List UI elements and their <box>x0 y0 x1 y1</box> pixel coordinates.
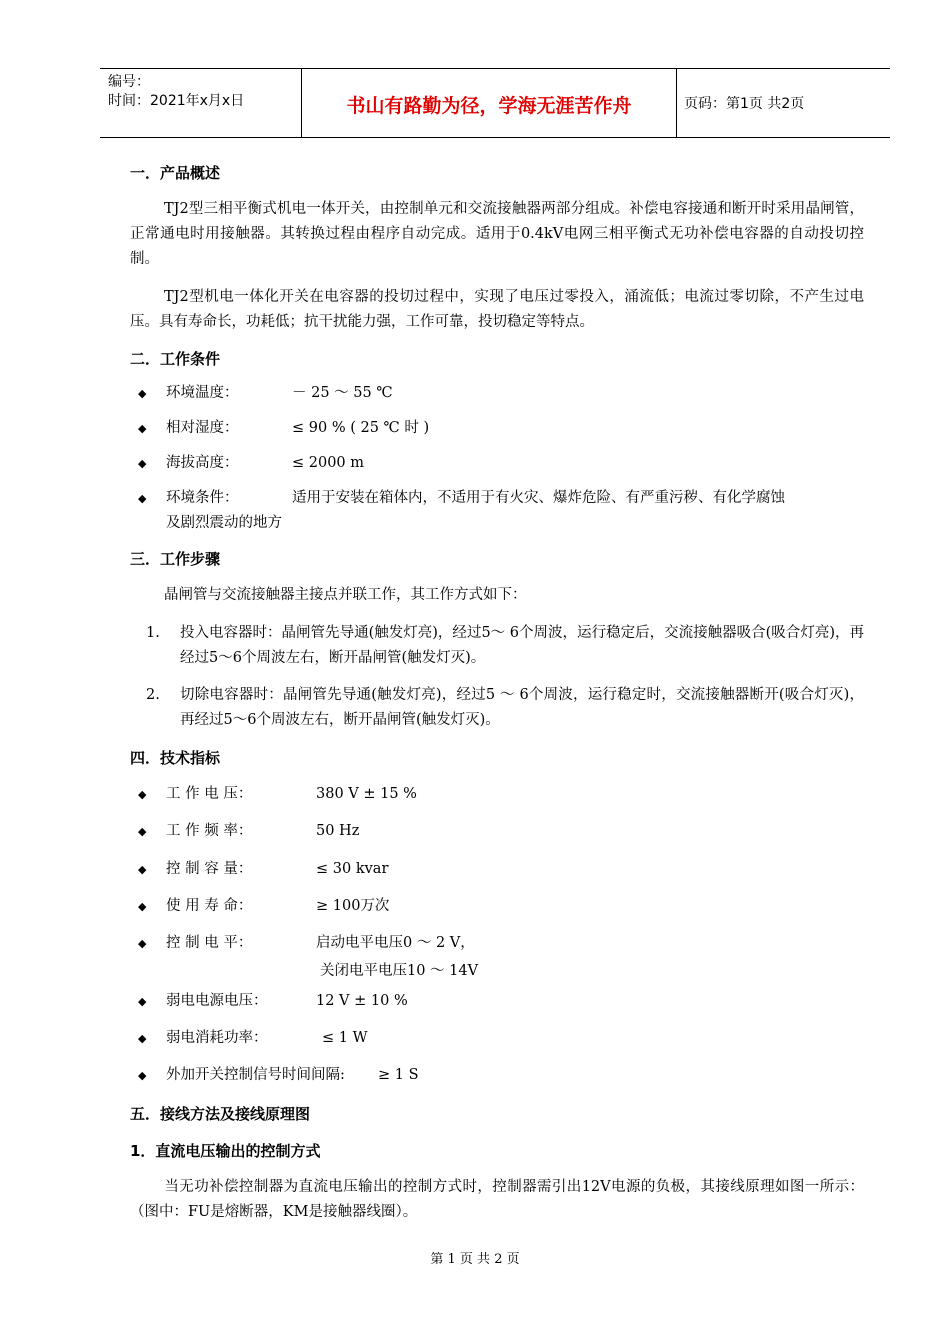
page-info: 页码：第1页 共2页 <box>684 96 805 112</box>
bullet-icon: ◆ <box>138 1032 147 1045</box>
bullet-icon: ◆ <box>138 995 147 1008</box>
bullet-icon: ◆ <box>138 387 147 400</box>
bullet-icon: ◆ <box>138 457 147 470</box>
bullet-icon: ◆ <box>138 1069 147 1082</box>
header-meta <box>108 73 244 111</box>
section-5-paragraph: 当无功补偿控制器为直流电压输出的控制方式时，控制器需引出12V电源的负极，其接线原理如图一所示：（图中：FU是熔断器，KM是接触器线圈）。 <box>130 1179 864 1220</box>
header-divider <box>676 69 677 137</box>
condition-continuation: 及剧烈震动的地方 <box>166 515 282 531</box>
page-header <box>100 68 890 138</box>
section-1-paragraph-1: TJ2型三相平衡式机电一体开关，由控制单元和交流接触器两部分组成。补偿电容接通和断开时采用晶闸管，正常通电时用接触器。其转换过程由程序自动完成。适用于0.4kV电网三相平衡式无功补偿电容器的自动投切控制。 <box>130 201 864 267</box>
section-1-paragraph-2: TJ2型机电一体化开关在电容器的投切过程中，实现了电压过零投入，涌流低；电流过零切除，不产生过电压。具有寿命长，功耗低；抗干扰能力强，工作可靠，投切稳定等特点。 <box>130 289 864 330</box>
bullet-icon: ◆ <box>138 422 147 435</box>
motto: 书山有路勤为径，学海无涯苦作舟 <box>346 95 632 117</box>
page-footer: 第 1 页 共 2 页 <box>430 1252 520 1267</box>
step-text: 切除电容器时：晶闸管先导通(触发灯亮)，经过5 ～ 6个周波，运行稳定时，交流接触器断开(吸合灯灭)，再经过5～6个周波左右，断开晶闸管(触发灯灭)。 <box>180 687 864 728</box>
section-2-title: 二．工作条件 <box>130 350 221 368</box>
section-4-title: 四．技术指标 <box>130 749 221 767</box>
bullet-icon: ◆ <box>138 492 147 505</box>
bullet-icon: ◆ <box>138 788 147 801</box>
step-number: 2. <box>146 687 160 703</box>
subsection-title: 1．直流电压输出的控制方式 <box>130 1142 321 1160</box>
section-5-title: 五．接线方法及接线原理图 <box>130 1105 311 1123</box>
bullet-icon: ◆ <box>138 937 147 950</box>
section-1-title: 一．产品概述 <box>130 164 221 182</box>
step-number: 1. <box>146 625 160 641</box>
section-3-title: 三．工作步骤 <box>130 550 221 568</box>
bullet-icon: ◆ <box>138 825 147 838</box>
number-label: 编号： <box>108 74 150 90</box>
time-label: 时间：2021年x月x日 <box>108 93 245 109</box>
bullet-icon: ◆ <box>138 900 147 913</box>
bullet-icon: ◆ <box>138 863 147 876</box>
spec-continuation: 关闭电平电压10 ～ 14V <box>320 963 479 979</box>
section-3-intro: 晶闸管与交流接触器主接点并联工作，其工作方式如下： <box>164 587 527 603</box>
step-text: 投入电容器时：晶闸管先导通(触发灯亮)，经过5～ 6个周波，运行稳定后，交流接触器吸合(吸合灯亮)，再经过5～6个周波左右，断开晶闸管(触发灯灭)。 <box>180 625 864 666</box>
